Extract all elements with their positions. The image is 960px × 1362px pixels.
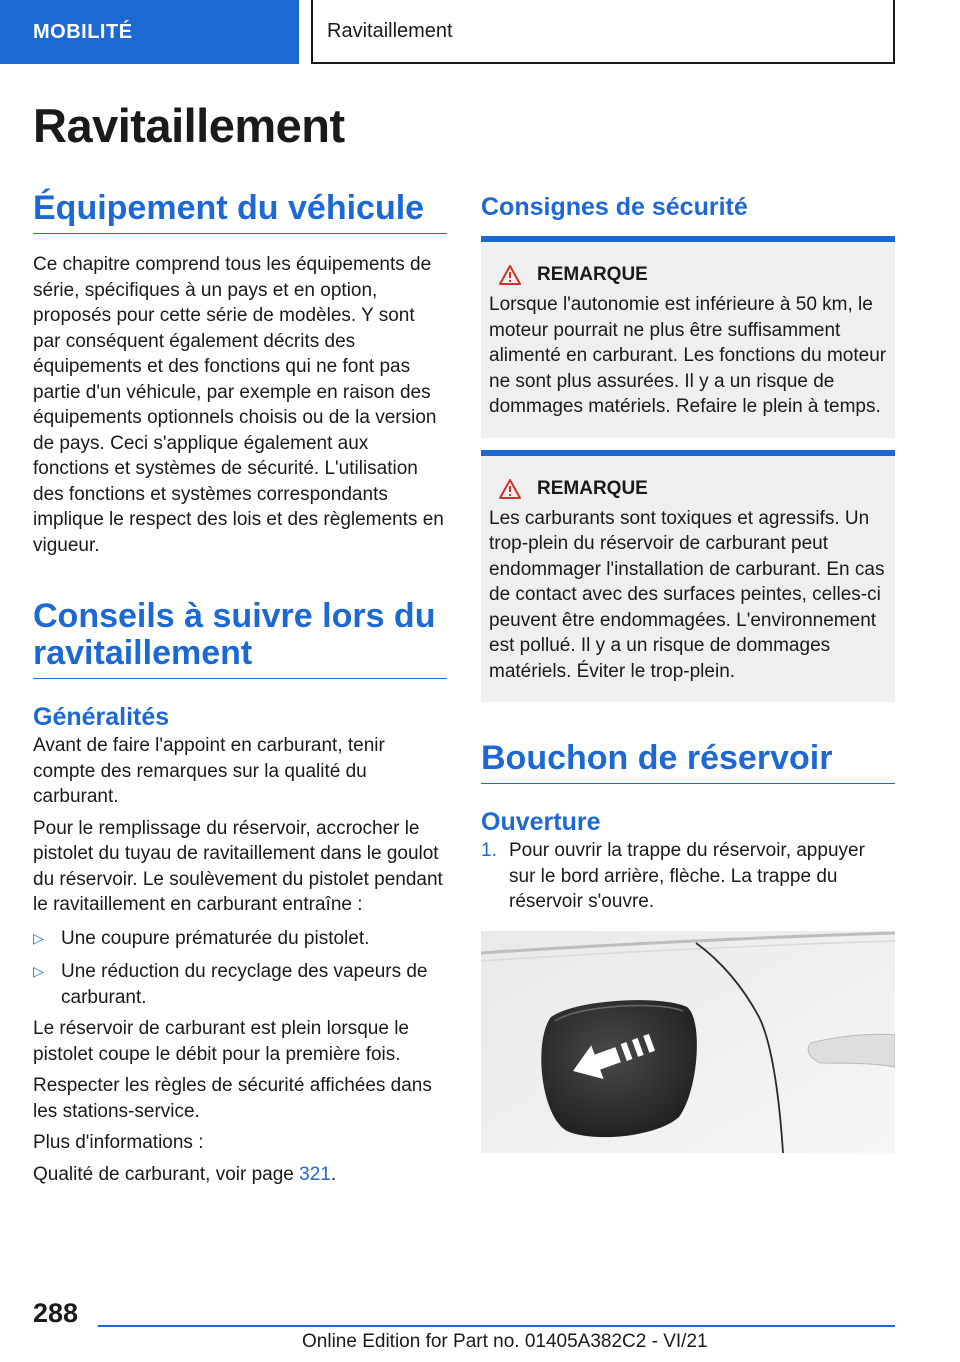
heading-equipment: Équipement du véhicule [33,190,447,234]
heading-tank-cap: Bouchon de réservoir [481,740,895,784]
paragraph-fuel-quality-ref [33,1162,447,1188]
list-item-text: Une réduction du recyclage des vapeurs de carburant. [61,961,428,1008]
notice-label: REMARQUE [537,264,648,285]
notice-text: Lorsque l'autonomie est inférieure à 50 km, le moteur pourrait ne plus être suffisamment alimenté en carburant. Les fonctions du moteur ne sont plus assurées. Il y a un risque de dommages matériels. Refaire le plein à temps. [489,294,887,417]
notice-label: REMARQUE [537,477,648,499]
notice-header [489,478,887,500]
notice-text: Les carburants sont toxiques et agressifs. Un trop-plein du réservoir de carburant peut endommager l'installation de carburant. En cas de contact avec des surfaces peintes, celles-ci peuvent être endommagées. L'environnement est pollué. Il y a un risque de dommages matériels. Éviter le trop-plein. [489,507,885,682]
paragraph-general-3: Le réservoir de carburant est plein lorsque le pistolet coupe le débit pour la première fois. [33,1018,409,1065]
paragraph-general-1: Avant de faire l'appoint en carburant, tenir compte des remarques sur la qualité du carburant. [33,735,385,807]
footer-rule [98,1325,895,1327]
header-chapter-title: Ravitaillement [311,0,895,64]
notice-header [489,264,887,286]
reference-end: . [330,1163,337,1185]
paragraph-general-2: Pour le remplissage du réservoir, accrocher le pistolet du tuyau de ravitaillement dans le goulot du réservoir. Le soulèvement du pistolet pendant le ravitaillement en carburant entraîne : [33,817,443,915]
page-number: 288 [33,1298,79,1328]
step-text: Pour ouvrir la trappe du réservoir, appuyer sur le bord arrière, flèche. La trappe du réservoir s'ouvre. [509,840,865,912]
paragraph-equipment: Ce chapitre comprend tous les équipements de série, spécifiques à un pays et en option, proposés pour cette série de modèles. Y sont par conséquent également décrits des équipements et des fonctions qui ne font pas partie d'un véhicule, par exemple en raison des équipements optionnels choisis ou de la version de pays. Ceci s'applique également aux fonctions et systèmes de sécurité. L'utilisation des fonctions et systèmes correspondants implique le respect des lois et des règlements en vigueur. [33,254,444,556]
page-reference-link[interactable]: 321 [299,1163,331,1185]
warning-triangle-icon [499,479,521,499]
triangle-bullet-icon: ▷ [33,929,44,946]
notice-box [481,450,895,703]
fuel-flap-illustration [481,931,895,1153]
heading-safety: Consignes de sécurité [481,193,748,221]
heading-opening: Ouverture [481,808,601,836]
heading-general: Généralités [33,703,170,731]
heading-refuel-tips: Conseils à suivre lors du ravitaillement [33,598,447,679]
left-column [33,190,447,1187]
notice-box [481,236,895,438]
paragraph-more-info: Plus d'informations : [33,1132,204,1153]
triangle-bullet-icon: ▷ [33,963,44,979]
right-column [481,190,895,1153]
warning-triangle-icon [499,265,521,285]
page-title: Ravitaillement [33,99,345,152]
step-item [481,838,895,915]
step-number: 1. [481,840,497,861]
footer-edition: Online Edition for Part no. 01405A382C2 - VI/21 [302,1331,708,1352]
list-item [33,959,447,1010]
reference-text: Qualité de carburant, voir page [33,1163,300,1185]
list-item [33,926,447,952]
paragraph-general-4: Respecter les règles de sécurité affichées dans les stations-service. [33,1075,432,1122]
header-section-tab: MOBILITÉ [0,0,299,64]
list-item-text: Une coupure prématurée du pistolet. [61,927,370,949]
